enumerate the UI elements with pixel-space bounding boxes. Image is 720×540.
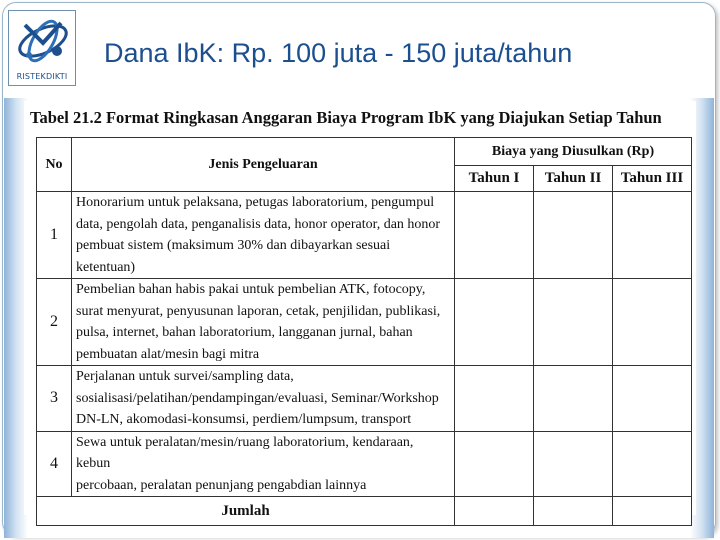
- cell-tahun-2: [534, 279, 613, 366]
- cell-tahun-1: [455, 366, 534, 432]
- cell-tahun-1: [455, 431, 534, 497]
- table-row: [37, 192, 692, 279]
- desc-line: Pembelian bahan habis pakai untuk pembelian ATK, fotocopy,: [76, 282, 426, 297]
- logo-text: RISTEKDIKTI: [16, 72, 68, 81]
- header-biaya: Biaya yang Diusulkan (Rp): [455, 138, 692, 166]
- cell-tahun-2: [534, 192, 613, 279]
- cell-tahun-3: [613, 431, 692, 497]
- row-number: 3: [37, 366, 72, 432]
- total-tahun-3: [613, 497, 692, 526]
- table-row: [37, 366, 692, 432]
- cell-tahun-1: [455, 279, 534, 366]
- cell-tahun-3: [613, 366, 692, 432]
- desc-line: pembuatan alat/mesin bagi mitra: [76, 346, 260, 362]
- row-description: [72, 431, 455, 497]
- desc-line: sosialisasi/pelatihan/pendampingan/evaluasi, Seminar/Workshop: [76, 390, 439, 406]
- row-description: [72, 366, 455, 432]
- ristekdikti-emblem-icon: [13, 15, 73, 69]
- total-label: Jumlah: [37, 497, 455, 526]
- desc-line: data, pengolah data, penganalisis data, honor operator, dan honor: [76, 216, 441, 232]
- cell-tahun-3: [613, 279, 692, 366]
- total-tahun-2: [534, 497, 613, 526]
- budget-table: [36, 137, 692, 526]
- row-number: 1: [37, 192, 72, 279]
- header-tahun-1: Tahun I: [455, 166, 534, 192]
- cell-tahun-2: [534, 366, 613, 432]
- header-jenis-pengeluaran: Jenis Pengeluaran: [72, 138, 455, 192]
- ristekdikti-logo: [8, 10, 76, 86]
- header-tahun-3: Tahun III: [613, 166, 692, 192]
- row-number: 2: [37, 279, 72, 366]
- row-number: 4: [37, 431, 72, 497]
- table-row: [37, 431, 692, 497]
- table-caption: Tabel 21.2 Format Ringkasan Anggaran Biaya Program IbK yang Diajukan Setiap Tahun: [30, 108, 662, 127]
- desc-line: Sewa untuk peralatan/mesin/ruang laboratorium, kendaraan, kebun: [76, 434, 414, 471]
- cell-tahun-1: [455, 192, 534, 279]
- total-row: [37, 497, 692, 526]
- header-no: No: [37, 138, 72, 192]
- desc-line: percobaan, peralatan penunjang pengabdian lainnya: [76, 477, 367, 493]
- header-tahun-2: Tahun II: [534, 166, 613, 192]
- slide-title: Dana IbK: Rp. 100 juta - 150 juta/tahun: [104, 38, 573, 68]
- table-header-row: [37, 138, 692, 166]
- desc-line: Honorarium untuk pelaksana, petugas laboratorium, pengumpul: [76, 195, 435, 210]
- desc-line: Perjalanan untuk survei/sampling data,: [76, 369, 294, 384]
- desc-line: DN-LN, akomodasi-konsumsi, perdiem/lumpsum, transport: [76, 412, 412, 427]
- row-description: [72, 192, 455, 279]
- table-row: [37, 279, 692, 366]
- desc-line: pembuat sistem (maksimum 30% dan dibayarkan sesuai ketentuan): [76, 238, 391, 275]
- desc-line: pulsa, internet, bahan laboratorium, langganan jurnal, bahan: [76, 325, 413, 340]
- document-image: [24, 101, 696, 519]
- cell-tahun-2: [534, 431, 613, 497]
- total-tahun-1: [455, 497, 534, 526]
- desc-line: surat menyurat, penyusunan laporan, cetak, penjilidan, publikasi,: [76, 303, 441, 319]
- row-description: [72, 279, 455, 366]
- cell-tahun-3: [613, 192, 692, 279]
